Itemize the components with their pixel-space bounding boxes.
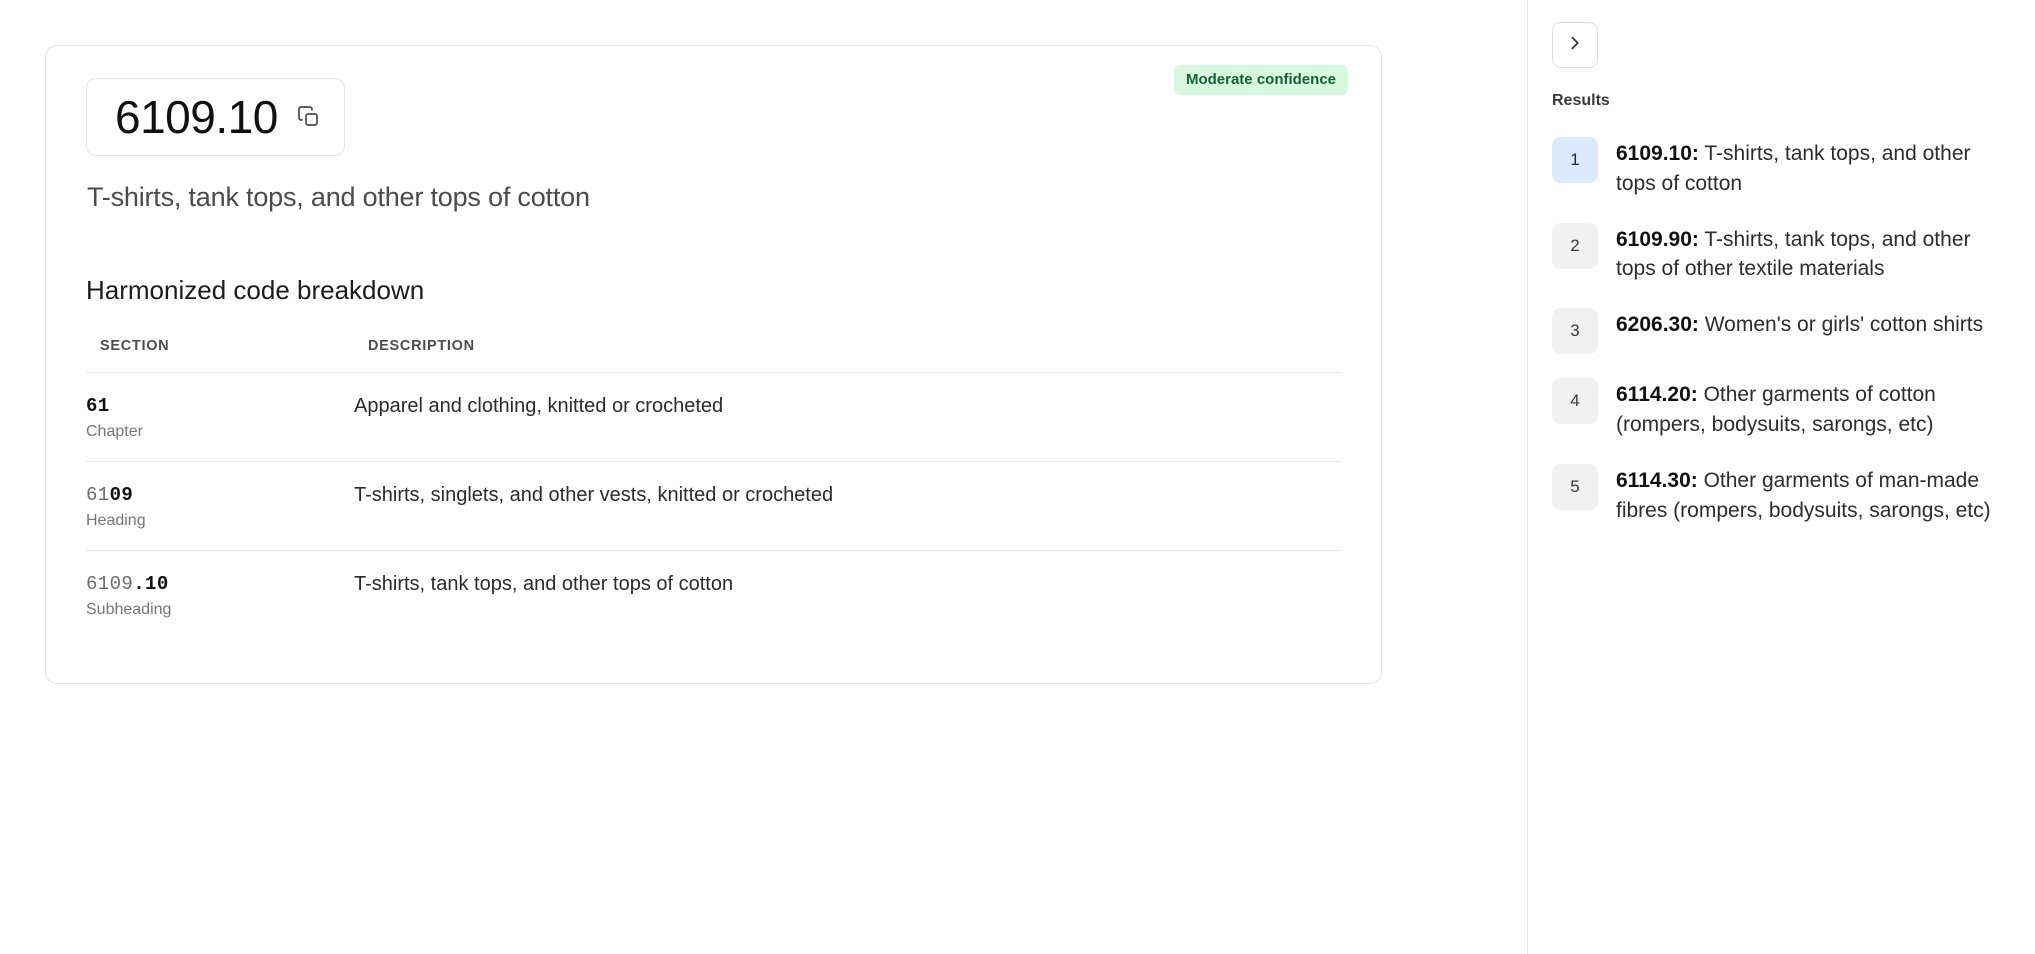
result-rank: 1 [1552,137,1598,183]
result-text [1616,221,2011,285]
result-description: Other garments of cotton (rompers, bodysuits, sarongs, etc) [1616,383,1936,437]
confidence-badge: Moderate confidence [1174,65,1348,95]
chevron-right-icon [1564,32,1586,59]
section-code-suffix: 09 [109,484,134,507]
result-code: 6114.30: [1616,468,1698,492]
result-text [1616,306,1983,340]
result-code: 6114.20: [1616,383,1698,407]
cell-description: T-shirts, tank tops, and other tops of cotton [354,573,734,596]
breakdown-body [86,373,1341,640]
cell-section [86,462,354,551]
table-row [86,551,1341,640]
results-list [1552,124,2011,537]
section-code-prefix: 6109 [86,573,134,596]
breakdown-title: Harmonized code breakdown [86,275,425,306]
list-item[interactable] [1552,295,2011,365]
column-header-section: SECTION [86,328,354,373]
result-code: 6206.30: [1616,313,1699,337]
cell-description: T-shirts, singlets, and other vests, knitted or crocheted [354,462,1341,551]
list-item[interactable] [1552,210,2011,296]
cell-description: Apparel and clothing, knitted or crocheted [354,373,1341,462]
section-code [86,395,354,417]
result-text [1616,135,2011,199]
result-description: T-shirts, tank tops, and other tops of cotton [1616,142,1971,195]
result-text [1616,376,2011,440]
section-code-prefix: 61 [86,395,110,418]
hs-code-box[interactable] [86,78,345,156]
result-rank: 5 [1552,464,1598,510]
section-level-label: Heading [86,512,146,530]
result-description: Other garments of man-made fibres (rompers, bodysuits, sarongs, etc) [1616,468,1991,522]
table-row [86,373,1341,462]
result-code: 6109.10: [1616,142,1699,165]
section-code-suffix: .10 [133,573,169,596]
hs-code-value: 6109.10 [115,91,278,143]
cell-section [86,551,354,640]
result-description: Women's or girls' cotton shirts [1698,313,1984,337]
section-level-label: Chapter [86,423,143,441]
result-description: T-shirts, tank tops, and other tops of other textile materials [1616,227,1971,281]
section-level-label: Subheading [86,601,172,619]
card-header [46,46,1381,156]
cell-section [86,373,354,462]
result-text [1616,462,2011,526]
results-label: Results [1552,92,1610,109]
classification-result-card [45,45,1382,684]
result-code: 6109.90: [1616,227,1699,251]
table-row [86,462,1341,551]
result-rank: 3 [1552,308,1598,354]
results-pane [1527,0,2035,954]
section-code [86,573,354,595]
column-header-description: DESCRIPTION [354,328,1341,373]
copy-icon[interactable] [296,104,322,130]
section-code-prefix: 61 [86,484,110,507]
list-item[interactable] [1552,451,2011,537]
code-description: T-shirts, tank tops, and other tops of cotton [87,182,590,213]
result-rank: 2 [1552,223,1598,269]
list-item[interactable] [1552,365,2011,451]
result-rank: 4 [1552,378,1598,424]
table-header-row [86,328,1341,373]
breakdown-table [86,328,1341,639]
list-item[interactable] [1552,124,2011,210]
collapse-panel-button[interactable] [1552,22,1598,68]
section-code [86,484,354,506]
